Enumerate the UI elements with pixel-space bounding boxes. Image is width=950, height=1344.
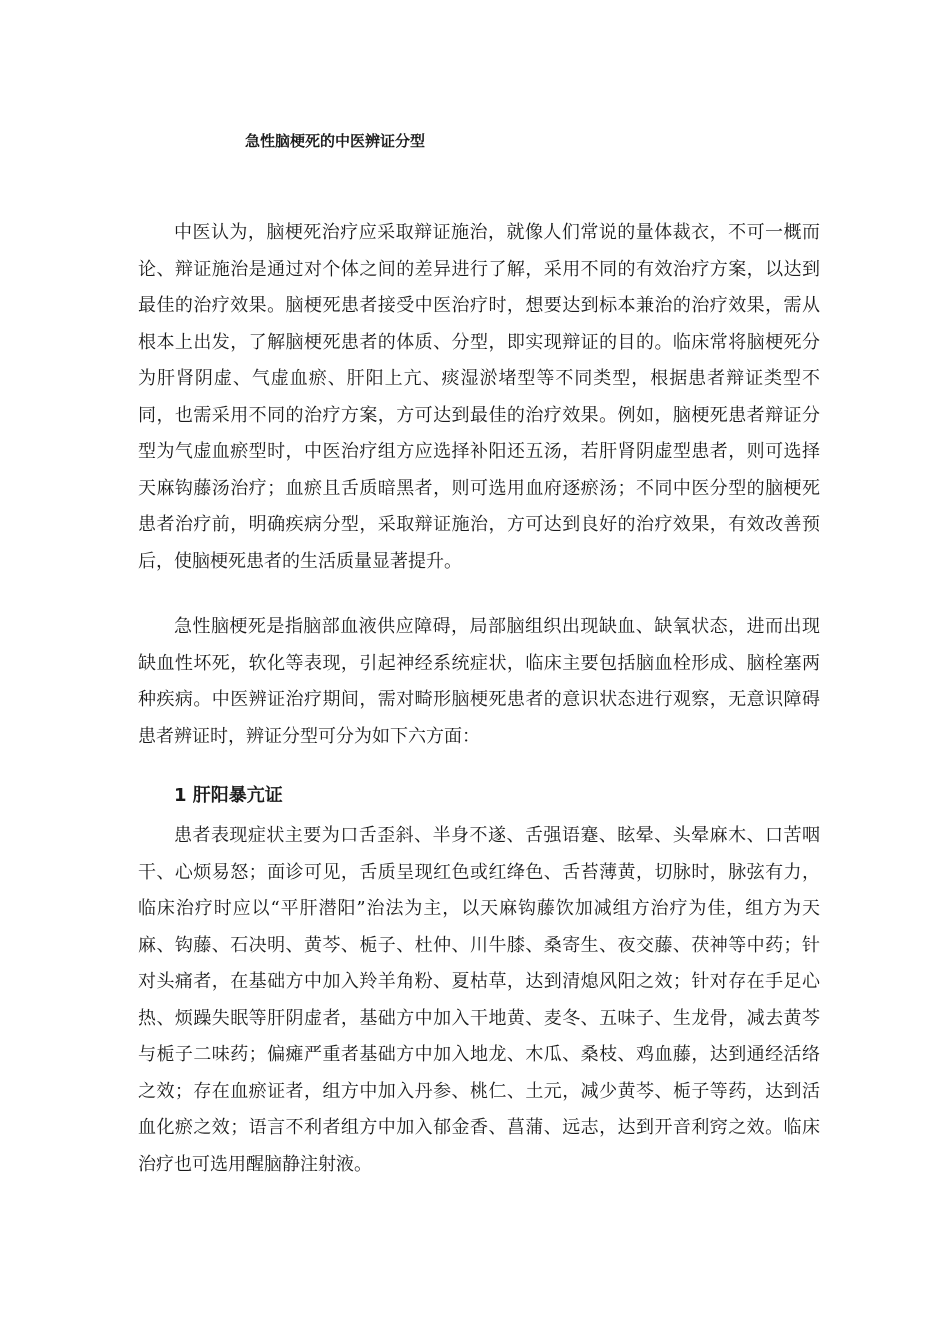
paragraph-definition: 急性脑梗死是指脑部血液供应障碍，局部脑组织出现缺血、缺氧状态，进而出现缺血性坏死，软化等表现，引起神经系统症状，临床主要包括脑血栓形成、脑栓塞两种疾病。中医辨证治疗期间，需对畸形脑梗死患者的意识状态进行观察，无意识障碍患者辨证时，辨证分型可分为如下六方面： [138, 616, 820, 747]
paragraph-section-1: 患者表现症状主要为口舌歪斜、半身不遂、舌强语蹇、眩晕、头晕麻木、口苦咽干、心烦易怒；面诊可见，舌质呈现红色或红绛色、舌苔薄黄，切脉时，脉弦有力，临床治疗时应以“平肝潜阳”治法为主，以天麻钩藤饮加减组方治疗为佳，组方为天麻、钩藤、石决明、黄芩、栀子、杜仲、川牛膝、桑寄生、夜交藤、茯神等中药；针对头痛者，在基础方中加入羚羊角粉、夏枯草，达到清熄风阳之效；针对存在手足心热、烦躁失眠等肝阴虚者，基础方中加入干地黄、麦冬、五味子、生龙骨，减去黄芩与栀子二味药；偏瘫严重者基础方中加入地龙、木瓜、桑枝、鸡血藤，达到通经活络之效；存在血瘀证者，组方中加入丹参、桃仁、土元，减少黄芩、栀子等药，达到活血化瘀之效；语言不利者组方中加入郁金香、菖蒲、远志，达到开音利窍之效。临床治疗也可选用醒脑静注射液。 [138, 825, 820, 1175]
section-heading-1: 1 肝阳暴亢证 [174, 785, 283, 806]
paragraph-intro: 中医认为，脑梗死治疗应采取辩证施治，就像人们常说的量体裁衣，不可一概而论、辩证施治是通过对个体之间的差异进行了解，采用不同的有效治疗方案，以达到最佳的治疗效果。脑梗死患者接受中医治疗时，想要达到标本兼治的治疗效果，需从根本上出发，了解脑梗死患者的体质、分型，即实现辩证的目的。临床常将脑梗死分为肝肾阴虚、气虚血瘀、肝阳上亢、痰湿淤堵型等不同类型，根据患者辩证类型不同，也需采用不同的治疗方案，方可达到最佳的治疗效果。例如，脑梗死患者辩证分型为气虚血瘀型时，中医治疗组方应选择补阳还五汤，若肝肾阴虚型患者，则可选择天麻钩藤汤治疗；血瘀且舌质暗黑者，则可选用血府逐瘀汤；不同中医分型的脑梗死患者治疗前，明确疾病分型，采取辩证施治，方可达到良好的治疗效果，有效改善预后，使脑梗死患者的生活质量显著提升。 [138, 222, 820, 572]
document-title: 急性脑梗死的中医辨证分型 [245, 132, 426, 150]
